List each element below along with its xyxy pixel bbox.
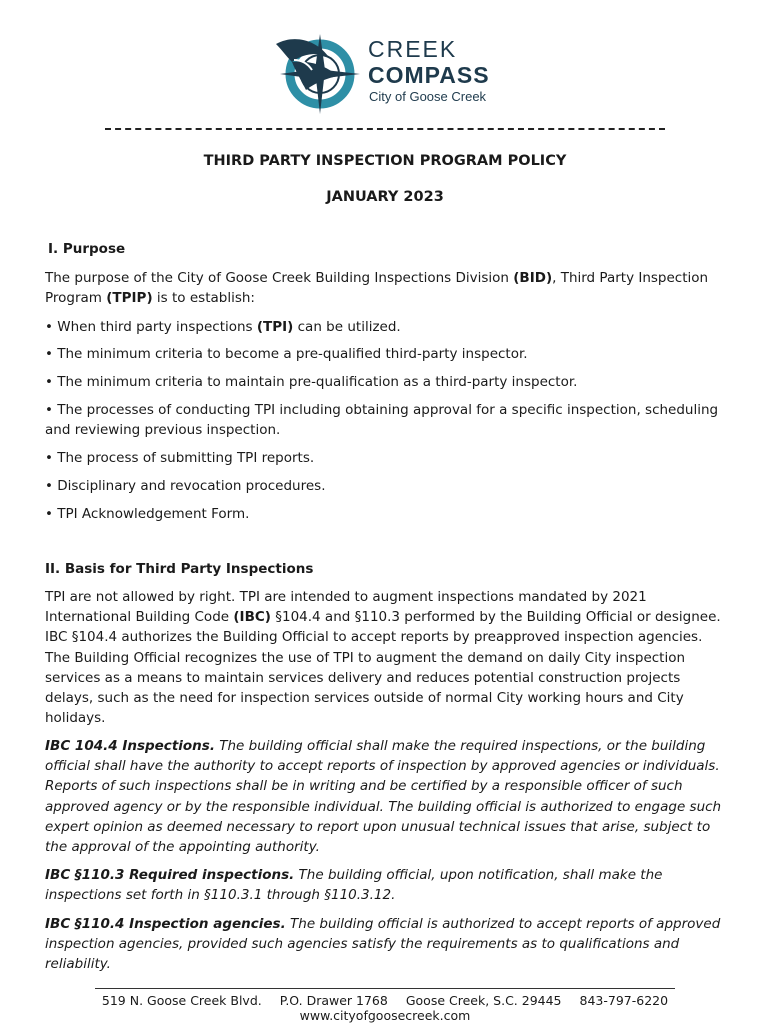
footer-website-link[interactable]: www.cityofgoosecreek.com [299, 1008, 471, 1023]
purpose-bullet: • The processes of conducting TPI including obtaining approval for a specific inspection, scheduling and reviewing previous inspection. [45, 402, 719, 439]
purpose-bullet: • When third party inspections (TPI) can be utilized. [45, 319, 401, 335]
purpose-bullet: • Disciplinary and revocation procedures. [45, 478, 326, 494]
document-date: JANUARY 2023 [326, 189, 444, 205]
logo-city-name: City of Goose Creek [369, 89, 487, 104]
city-logo [272, 30, 512, 116]
document-title: THIRD PARTY INSPECTION PROGRAM POLICY [203, 153, 567, 169]
basis-paragraph: TPI are not allowed by right. TPI are intended to augment inspections mandated by 2021 International Building Code (IBC) §104.4 and §110.3 performed by the Building Official or designee. IBC §104.4 authorizes the Building Official to accept reports by preapproved inspection agencies. The Building Official recognizes the use of TPI to augment the demand on daily City inspection services as a means to maintain services delivery and reduces potential construction projects delays, such as the need for inspection services outside of normal City working hours and City holidays. [45, 589, 721, 727]
ibc-quote-110-4: IBC §110.4 Inspection agencies. The building official is authorized to accept reports of approved inspection agencies, provided such agencies satisfy the requirements as to qualifications and reliability. [45, 916, 721, 973]
ibc-quote-110-3: IBC §110.3 Required inspections. The building official, upon notification, shall make the inspections set forth in §110.3.1 through §110.3.12. [45, 867, 663, 904]
purpose-bullet: • The process of submitting TPI reports. [45, 450, 315, 466]
section-heading-basis: II. Basis for Third Party Inspections [45, 561, 314, 577]
ibc-quote-104-4: IBC 104.4 Inspections. The building official shall make the required inspections, or the building official shall have the authority to accept reports of inspection by approved agencies or individuals. Reports of such inspections shall be in writing and be certified by a responsible officer of such approved agency or by the responsible individual. The building official is authorized to engage such expert opinion as deemed necessary to report upon unusual technical issues that arise, subject to the approval of the appointing authority. [45, 738, 722, 856]
header-divider [105, 128, 665, 130]
purpose-bullet: • The minimum criteria to become a pre-qualified third-party inspector. [45, 346, 528, 362]
logo-wordmark-creek: CREEK [368, 36, 458, 62]
footer-contact: 519 N. Goose Creek Blvd. P.O. Drawer 1768 Goose Creek, S.C. 29445 843-797-6220 [101, 993, 669, 1008]
section-heading-purpose: I. Purpose [48, 241, 126, 257]
purpose-bullet: • TPI Acknowledgement Form. [45, 506, 250, 522]
logo-wordmark-compass: COMPASS [368, 62, 490, 88]
footer-divider [95, 988, 675, 989]
compass-bird-icon [272, 30, 364, 116]
purpose-bullet: • The minimum criteria to maintain pre-qualification as a third-party inspector. [45, 374, 578, 390]
purpose-intro: The purpose of the City of Goose Creek Building Inspections Division (BID), Third Party Inspection Program (TPIP) is to establish: [45, 270, 709, 307]
